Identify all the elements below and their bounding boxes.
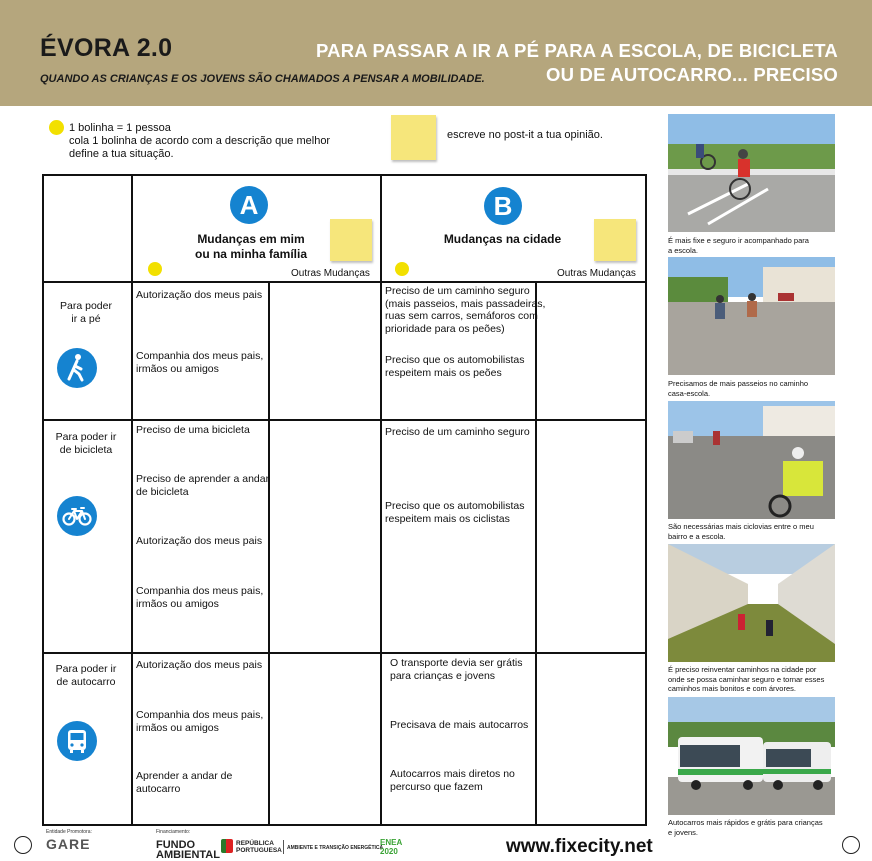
bike-b-item-2-line-1: Preciso que os automobilistas	[385, 500, 525, 512]
bike-a-item-2	[136, 473, 269, 498]
bus-b-item-1-line-1: O transporte devia ser grátis	[390, 657, 523, 669]
legend-line-2: cola 1 bolinha de acordo com a descrição que melhor	[69, 135, 331, 147]
bus-icon	[57, 721, 97, 761]
legend-postit-text: escreve no post-it a tua opinião.	[447, 129, 603, 141]
photo-4-caption	[668, 665, 840, 694]
header-banner	[0, 0, 872, 106]
header-subtitle: QUANDO AS CRIANÇAS E OS JOVENS SÃO CHAMADOS A PENSAR A MOBILIDADE.	[40, 73, 485, 85]
bike-a-item-2-line-1: Preciso de aprender a andar	[136, 473, 270, 485]
bus-a-item-3-line-2: autocarro	[136, 782, 181, 795]
header-headline	[238, 39, 838, 87]
column-a-title-line-1: Mudanças em mim	[197, 232, 305, 246]
column-b-title: Mudanças na cidade	[443, 232, 562, 246]
headline-line-1: PARA PASSAR A IR A PÉ PARA A ESCOLA, DE BICICLETA	[315, 40, 838, 61]
column-a-title	[186, 232, 316, 262]
bus-a-item-3	[136, 770, 232, 795]
column-a-badge: A	[230, 186, 268, 224]
photo-4-caption-line-3: caminhos mais bonitos e com árvores.	[668, 684, 796, 693]
enea-line-1: ENEA	[380, 838, 403, 847]
photo-3-caption	[668, 522, 840, 541]
photo-kids-crossing	[668, 114, 835, 232]
photo-2-caption-line-2: casa-escola.	[668, 388, 711, 398]
legend-dot-icon	[49, 120, 64, 135]
bike-b-item-2	[385, 500, 525, 525]
bus-a-item-1: Autorização dos meus pais	[136, 659, 263, 671]
grid-col-1	[131, 174, 133, 826]
photo-2-caption	[668, 379, 840, 398]
photo-1-caption	[668, 236, 840, 255]
row-bus-label-line-1: Para poder ir	[55, 663, 117, 675]
column-b-postit-icon	[594, 219, 636, 261]
walk-a-item-2-line-1: Companhia dos meus pais,	[136, 350, 264, 362]
grid-col-b-other	[535, 282, 537, 826]
column-b-other-label: Outras Mudanças	[557, 268, 636, 279]
bus-b-item-3	[390, 768, 515, 793]
grid-border-right	[645, 174, 647, 826]
photo-3-caption-line-1: São necessárias mais ciclovias entre o meu	[668, 522, 814, 531]
column-b-dot-icon	[395, 262, 409, 276]
bus-a-item-2-line-2: irmãos ou amigos	[136, 721, 219, 734]
walk-b-item-1	[385, 285, 545, 335]
bus-b-item-3-line-1: Autocarros mais diretos no	[390, 768, 515, 780]
grid-row-bike	[42, 652, 647, 654]
walk-b-item-1-line-3: ruas sem carros, semáforos com	[385, 310, 538, 322]
enea-line-2: 2020	[380, 847, 398, 856]
bus-b-item-1	[390, 657, 522, 682]
walk-b-item-1-line-1: Preciso de um caminho seguro	[385, 285, 530, 297]
fundo-line-2: AMBIENTAL	[156, 849, 220, 861]
bicycle-icon	[57, 496, 97, 536]
column-a-title-line-2: ou na minha família	[194, 247, 308, 261]
photo-5-caption-line-2: e jovens.	[668, 827, 699, 837]
photo-5-caption	[668, 818, 840, 837]
row-walk-label	[45, 300, 127, 326]
row-bus-label	[45, 663, 127, 689]
bus-a-item-2	[136, 709, 263, 734]
bike-a-item-4	[136, 585, 263, 610]
bike-b-item-2-line-2: respeitem mais os ciclistas	[385, 512, 510, 525]
photo-4-caption-line-2: onde se possa caminhar seguro e tornar esses	[668, 674, 825, 684]
bus-a-item-3-line-1: Aprender a andar de	[136, 770, 233, 782]
legend-line-3: define a tua situação.	[69, 148, 174, 160]
grid-border-left	[42, 174, 44, 826]
bike-a-item-4-line-2: irmãos ou amigos	[136, 597, 219, 610]
ambiente-label: AMBIENTE E TRANSIÇÃO ENERGÉTICA	[287, 845, 384, 851]
photo-kids-walking	[668, 257, 835, 375]
grommet-bottom-left	[14, 836, 32, 854]
grid-row-walk	[42, 419, 647, 421]
enea-2020-logo	[380, 838, 402, 856]
footer-divider	[283, 840, 284, 854]
fundo-ambiental-logo	[156, 840, 220, 860]
bus-a-item-2-line-1: Companhia dos meus pais,	[136, 709, 264, 721]
republica-emblem-icon	[221, 839, 233, 853]
bike-b-item-1: Preciso de um caminho seguro	[385, 426, 530, 438]
photo-3-caption-line-2: bairro e a escola.	[668, 531, 726, 541]
column-a-dot-icon	[148, 262, 162, 276]
fundo-line-1: FUNDO	[156, 839, 196, 851]
rp-line-2: PORTUGUESA	[236, 847, 282, 854]
gare-logo: GARE	[46, 836, 91, 852]
photo-4-caption-line-1: É preciso reinventar caminhos na cidade por	[668, 665, 817, 674]
photo-kid-cycling	[668, 401, 835, 519]
row-walk-label-line-1: Para poder	[60, 300, 112, 312]
headline-line-2: OU DE AUTOCARRO... PRECISO	[546, 64, 838, 85]
walk-b-item-2-line-2: respeitem mais os peões	[385, 366, 502, 379]
walk-b-item-1-line-2: (mais passeios, mais passadeiras,	[385, 297, 546, 310]
promoter-label: Entidade Promotora:	[46, 829, 92, 835]
walk-b-item-1-line-4: prioridade para os peões)	[385, 322, 505, 335]
photo-green-buses	[668, 697, 835, 815]
row-bike-label-line-1: Para poder ir	[55, 431, 117, 443]
column-a-postit-icon	[330, 219, 372, 261]
legend-dot-text	[69, 122, 330, 161]
pedestrian-icon	[57, 348, 97, 388]
republica-portuguesa-logo	[236, 840, 282, 854]
bus-b-item-2: Precisava de mais autocarros	[390, 719, 529, 731]
walk-a-item-1: Autorização dos meus pais	[136, 289, 263, 301]
website-link[interactable]: www.fixecity.net	[506, 836, 653, 857]
grid-col-a-other	[268, 282, 270, 826]
header-title: ÉVORA 2.0	[40, 34, 173, 62]
row-bus-label-line-2: de autocarro	[56, 676, 116, 688]
bike-a-item-3: Autorização dos meus pais	[136, 535, 263, 547]
walk-a-item-2-line-2: irmãos ou amigos	[136, 362, 219, 375]
photo-overgrown-path	[668, 544, 835, 662]
row-bike-label	[45, 431, 127, 457]
row-bike-label-line-2: de bicicleta	[59, 444, 113, 456]
bike-a-item-1: Preciso de uma bicicleta	[136, 424, 250, 436]
bike-a-item-2-line-2: de bicicleta	[136, 485, 189, 498]
photo-1-caption-line-1: É mais fixe e seguro ir acompanhado para	[668, 236, 809, 245]
legend-postit-icon	[391, 115, 436, 160]
legend-line-1: 1 bolinha = 1 pessoa	[69, 122, 171, 134]
walk-b-item-2	[385, 354, 525, 379]
walk-b-item-2-line-1: Preciso que os automobilistas	[385, 354, 525, 366]
photo-5-caption-line-1: Autocarros mais rápidos e grátis para crianças	[668, 818, 823, 827]
rp-line-1: REPÚBLICA	[236, 840, 274, 847]
column-b-badge: B	[484, 187, 522, 225]
grid-row-header	[42, 281, 647, 283]
bike-a-item-4-line-1: Companhia dos meus pais,	[136, 585, 264, 597]
grid-col-mid	[380, 174, 382, 826]
bus-b-item-3-line-2: percurso que fazem	[390, 780, 483, 793]
funding-label: Financiamento:	[156, 829, 191, 835]
grommet-bottom-right	[842, 836, 860, 854]
bus-b-item-1-line-2: para crianças e jovens	[390, 669, 496, 682]
walk-a-item-2	[136, 350, 263, 375]
column-a-other-label: Outras Mudanças	[291, 268, 370, 279]
row-walk-label-line-2: ir a pé	[71, 313, 101, 325]
photo-1-caption-line-2: a escola.	[668, 245, 699, 255]
photo-2-caption-line-1: Precisamos de mais passeios no caminho	[668, 379, 809, 388]
